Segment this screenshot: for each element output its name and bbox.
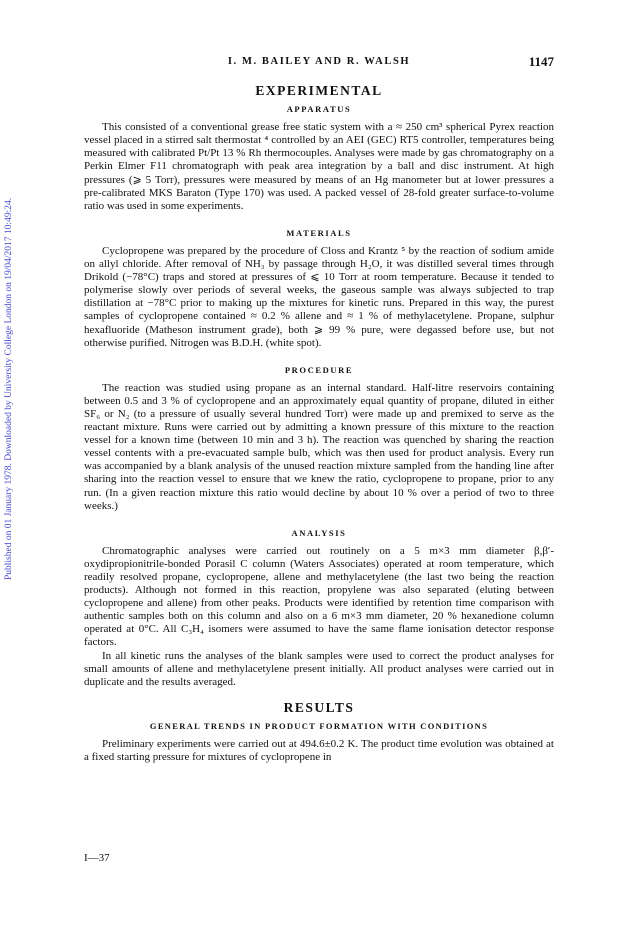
subsection-heading-materials: MATERIALS xyxy=(286,227,352,238)
section-title-results: RESULTS xyxy=(283,699,355,715)
download-notice: Published on 01 January 1978. Downloaded by University College London on 19/04/2017 10:49:24. xyxy=(4,197,14,580)
paragraph-results: Preliminary experiments were carried out at 494.6±0.2 K. The product time evolution was obtained at a fixed starting pressure for mixtures of cyclopropene in xyxy=(84,738,554,764)
download-watermark xyxy=(2,112,16,580)
subsection-heading-analysis: ANALYSIS xyxy=(291,527,347,538)
subsection-heading-apparatus: APPARATUS xyxy=(286,104,352,115)
paragraph-analysis-2: In all kinetic runs the analyses of the blank samples were used to correct the product analyses for small amounts of allene and methylacetylene present initially. All product analyses were carried out in duplicate and the results averaged. xyxy=(84,649,554,688)
article-body xyxy=(84,84,554,764)
page-number: 1147 xyxy=(528,54,554,69)
running-header xyxy=(84,54,554,70)
paragraph-procedure: The reaction was studied using propane as an internal standard. Half-litre reservoirs containing between 0.5 and 3 % of cyclopropene and an approximately equal quantity of propane, diluted in either SF₆ or N₂ (to a pressure of usually several hundred Torr) were made up and premixed to serve as the reactant mixture. Runs were carried out by admitting a known pressure of this mixture to the reaction vessel for a known time (between 10 min and 3 h). The reaction was quenched by sharing the reaction vessel contents with a pre-evacuated sample bulb, which was then used for product analysis. Every run was accompanied by a blank analysis of the unused reaction mixture sampled from the handing line after sharing into the reaction vessel to ensure that we knew the ratio, cyclopropene to propane, prior to any run. (In a given reaction mixture this ratio would decline by about 10 % over a period of two to three weeks.) xyxy=(84,381,554,512)
running-head-authors: I. M. BAILEY AND R. WALSH xyxy=(227,56,411,67)
paragraph-apparatus: This consisted of a conventional grease free static system with a ≈ 250 cm³ spherical Pyrex reaction vessel placed in a stirred salt thermostat ⁴ controlled by an AEI (GEC) RT5 controller, temperatures being measured with calibrated Pt/Pt 13 % Rh thermocouples. Analyses were made by gas chromatography on a Perkin Elmer F11 chromatograph with peak area integration by a ball and disc instrument. At high pressures (⩾ 5 Torr), pressures were measured by means of an Hg manometer but at lower pressures a pre-calibrated MKS Baraton (Type 170) was used. A packed vessel of 28-fold greater surface-to-volume ratio was used in some experiments. xyxy=(84,121,554,212)
signature-mark: I—37 xyxy=(84,852,110,864)
subsection-heading-procedure: PROCEDURE xyxy=(284,364,354,375)
paragraph-analysis-1: Chromatographic analyses were carried out routinely on a 5 m×3 mm diameter β,β′-oxydipropionitrile-bonded Porasil C column (Waters Associates) operated at room temperature, which readily resolved propane, cyclopropene, allene and methylacetylene (the last two being the reaction products). Although not formed in this reaction, propylene was also separated (eluting between cyclopropene and allene) from other peaks. Products were identified by retention time comparison with authentic samples both on this column and also on a 6 m×3 mm diameter, 20 % hexanedione column operated at 0°C. All C₃H₄ isomers were assumed to have the same flame ionisation detector response factors. xyxy=(84,544,554,649)
subsection-heading-general-trends: GENERAL TRENDS IN PRODUCT FORMATION WITH CONDITIONS xyxy=(149,720,489,731)
section-title-experimental: EXPERIMENTAL xyxy=(255,83,383,98)
paragraph-materials: Cyclopropene was prepared by the procedure of Closs and Krantz ⁵ by the reaction of sodium amide on allyl chloride. After removal of NH₃ by passage through H₂O, it was distilled several times through Drikold (−78°C) traps and stored at pressures of ⩽ 10 Torr at room temperature. Because it tended to polymerise slowly over periods of several weeks, the gaseous sample was always subjected to trap distillation at −78°C prior to making up the mixtures for kinetic runs. Prepared in this way, the purest samples of cyclopropene contained ≈ 0.2 % allene and ≈ 1 % of methylacetylene. Propane, sulphur hexafluoride (Matheson instrument grade), both ⩾ 99 % pure, were degassed before use, but not otherwise purified. Nitrogen was B.D.H. (white spot). xyxy=(84,244,554,349)
